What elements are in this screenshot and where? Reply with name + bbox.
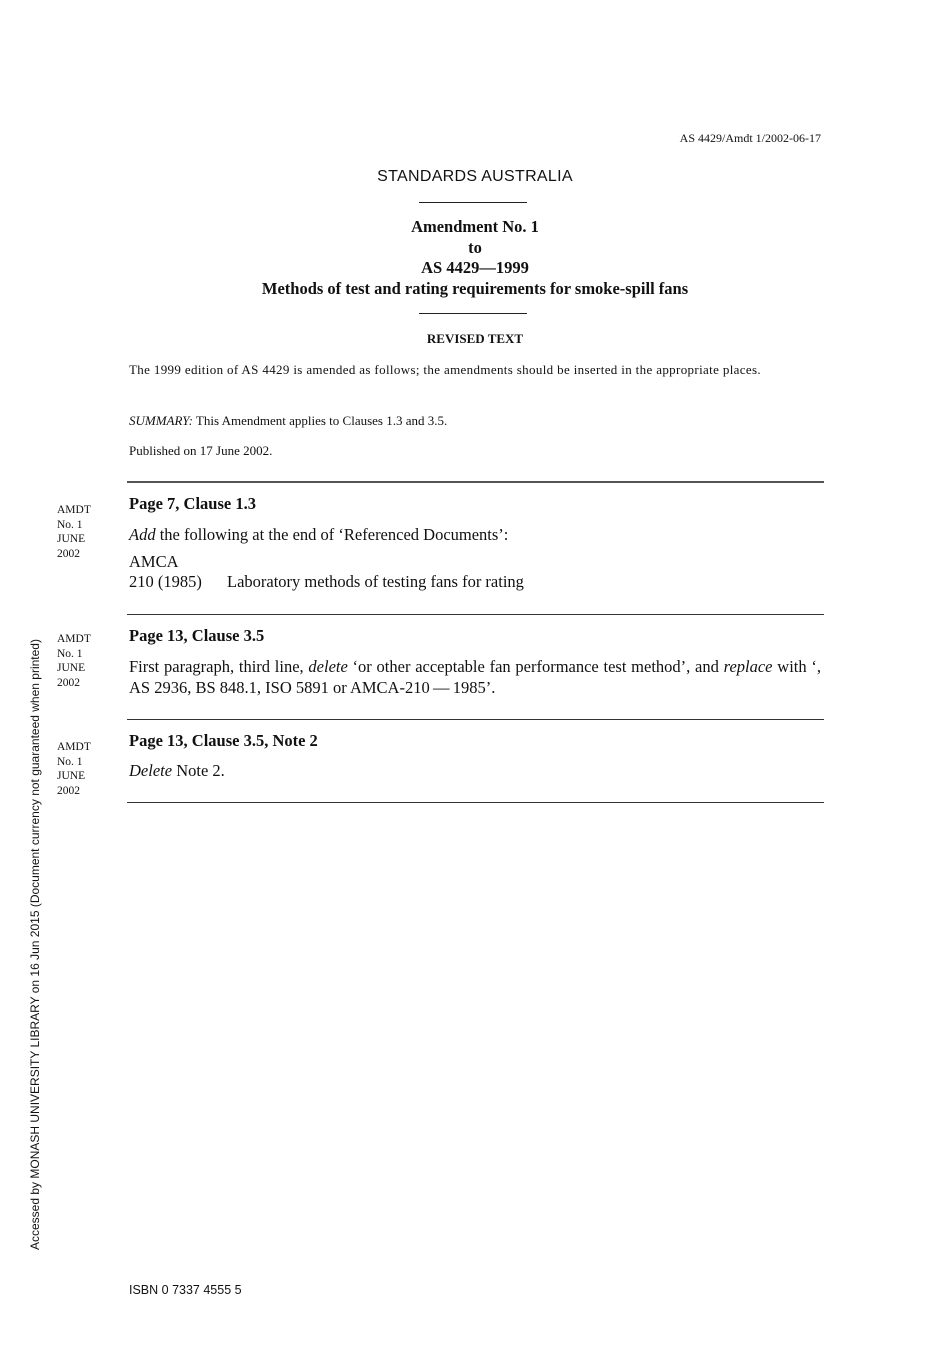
summary-text: This Amendment applies to Clauses 1.3 and 3.5.: [192, 413, 448, 428]
amdt-year: 2002: [57, 784, 80, 797]
summary-line: [129, 410, 821, 431]
add-word: Add: [129, 525, 156, 544]
amendment-to: to: [468, 237, 482, 257]
section-divider: [127, 481, 824, 483]
title-block: [0, 217, 950, 299]
section-body: [129, 525, 821, 593]
add-instruction: [129, 525, 821, 546]
add-text: the following at the end of ‘Referenced Documents’:: [155, 525, 509, 544]
section-divider: [127, 614, 824, 615]
revised-text-heading: REVISED TEXT: [426, 331, 524, 346]
amdt-label: AMDT: [57, 741, 91, 753]
section-body: [129, 657, 821, 698]
amdt-margin-note: [57, 740, 91, 798]
section-body: [129, 761, 821, 782]
published-date: Published on 17 June 2002.: [129, 443, 273, 458]
body-text: Note 2.: [172, 761, 225, 780]
amdt-month: JUNE: [57, 533, 86, 545]
access-watermark: Accessed by MONASH UNIVERSITY LIBRARY on 16 Jun 2015 (Document currency not guaranteed when printed): [28, 639, 42, 1250]
reference-title: Laboratory methods of testing fans for rating: [227, 572, 524, 591]
body-text: First paragraph, third line,: [129, 657, 309, 676]
body-text: ‘or other acceptable fan performance test method’, and: [347, 657, 724, 676]
section-divider: [127, 719, 824, 720]
section-divider: [127, 802, 824, 803]
amdt-year: 2002: [57, 547, 80, 560]
amdt-margin-note: [57, 503, 91, 561]
summary-label: SUMMARY:: [129, 413, 193, 428]
replace-word: replace: [723, 657, 773, 676]
title-divider-top: [419, 202, 527, 203]
amendment-number: Amendment No. 1: [411, 217, 539, 236]
amdt-year: 2002: [57, 676, 80, 689]
section-heading: Page 13, Clause 3.5: [129, 626, 265, 645]
reference-org: AMCA: [129, 551, 179, 571]
body-text: with ‘, AS 2936, BS 848.1, ISO 5891 or AMCA-210 — 1985’.: [129, 657, 821, 697]
intro-paragraph: The 1999 edition of AS 4429 is amended as follows; the amendments should be inserted in the appropriate places.: [129, 362, 762, 377]
amdt-month: JUNE: [57, 662, 86, 674]
isbn: ISBN 0 7337 4555 5: [129, 1283, 242, 1297]
amdt-label: AMDT: [57, 504, 91, 516]
title-divider-bottom: [419, 313, 527, 314]
section-heading: Page 7, Clause 1.3: [129, 494, 256, 513]
amdt-label: AMDT: [57, 633, 91, 645]
amdt-number: No. 1: [57, 518, 83, 531]
amdt-number: No. 1: [57, 647, 83, 660]
standard-title: Methods of test and rating requirements for smoke-spill fans: [261, 278, 689, 298]
amdt-number: No. 1: [57, 755, 83, 768]
reference-entry: [129, 572, 821, 593]
section-heading: Page 13, Clause 3.5, Note 2: [129, 731, 318, 750]
reference-number: 210 (1985): [129, 572, 202, 591]
amdt-month: JUNE: [57, 770, 86, 782]
delete-word: Delete: [129, 761, 173, 780]
organization-name: STANDARDS AUSTRALIA: [377, 168, 573, 185]
standard-number: AS 4429—1999: [421, 258, 529, 277]
amdt-margin-note: [57, 632, 91, 690]
delete-word: delete: [308, 657, 348, 676]
document-reference: AS 4429/Amdt 1/2002-06-17: [679, 131, 821, 145]
